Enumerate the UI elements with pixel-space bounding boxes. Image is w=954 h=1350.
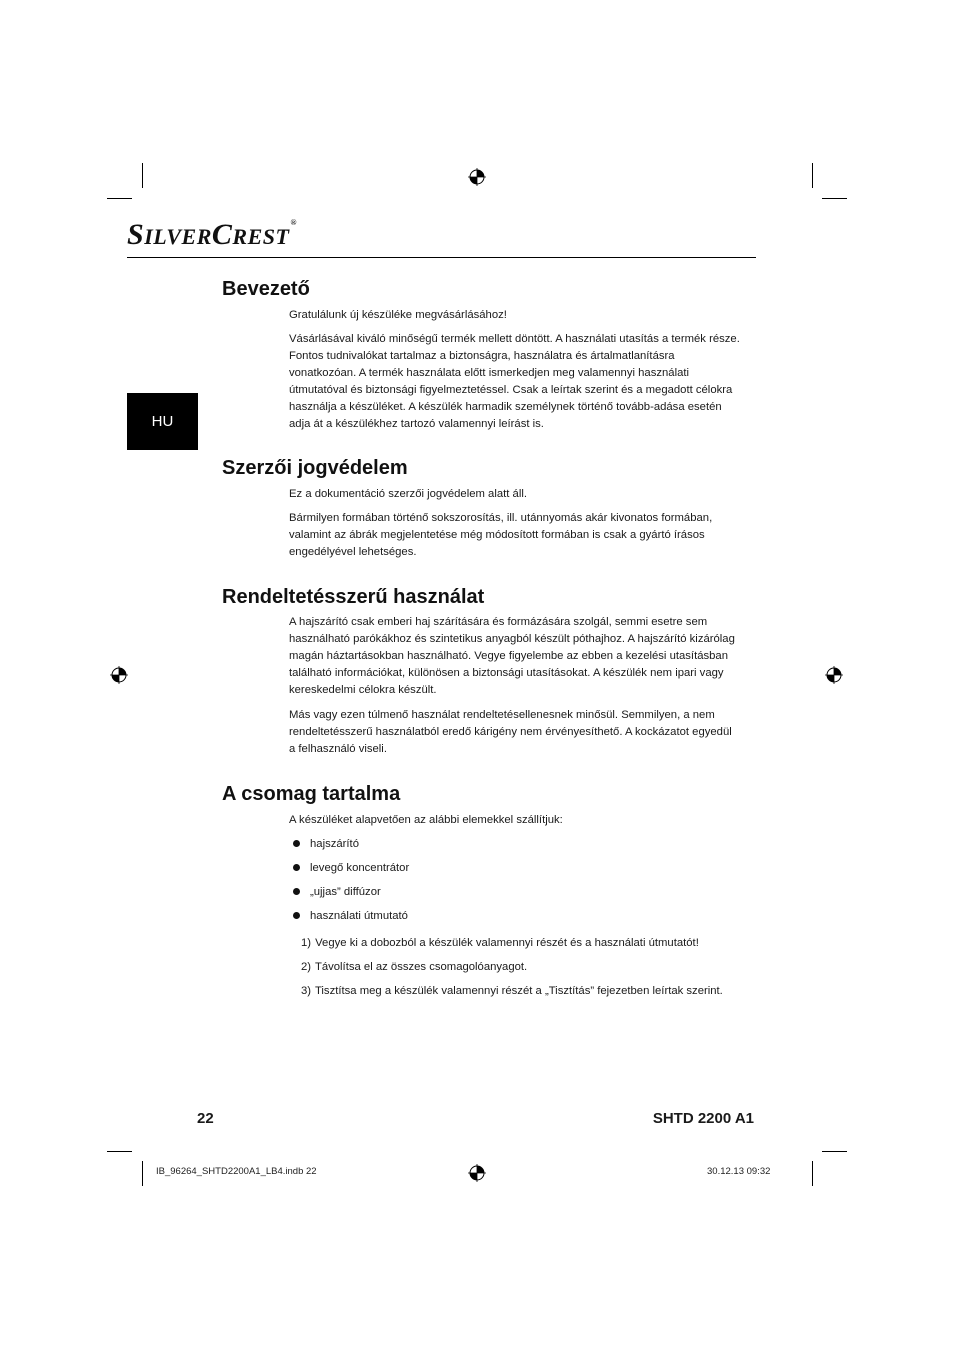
language-tab [127, 393, 198, 450]
crop-mark [142, 163, 143, 188]
page-number: 22 [197, 1110, 214, 1127]
registration-mark-icon [468, 168, 486, 186]
registration-mark-icon [468, 1164, 486, 1182]
copyright-paragraph-1: Ez a dokumentáció szerzői jogvédelem alatt áll. [289, 488, 527, 500]
intro-paragraph-2: Vásárlásával kiváló minőségű termék mellett döntött. A használati utasítás a termék része. Fontos tudnivalókat tartalmaz a biztonságra, használatra és ártalmatlanításra vonatkozóan. A termék használata előtt ismerkedjen meg valamennyi használati útmutatóval és biztonsági figyelmeztetéssel. Csak a leírtak szerint és a megadott célokra használja a készüléket. A készülék harmadik személynek történő tovább-adása esetén adja át a készülékhez tartozó valamennyi leírást is. [289, 333, 740, 430]
bullet-icon [293, 888, 300, 895]
step-item: 2) Távolítsa el az összes csomagolóanyagot. [300, 961, 528, 973]
crop-mark [812, 1161, 813, 1186]
list-item: használati útmutató [289, 908, 408, 925]
step-item: 3) Tisztítsa meg a készülék valamennyi részét a „Tisztítás” fejezetben leírtak szerint. [300, 985, 723, 997]
silvercrest-logo: SILVERCREST® [127, 218, 297, 251]
section-heading-intended-use: Rendeltetésszerű használat [222, 586, 485, 608]
section-heading-copyright: Szerzői jogvédelem [222, 457, 408, 479]
intended-use-paragraph-2: Más vagy ezen túlmenő használat rendeltetésellenesnek minősül. Semmilyen, a nem rendeltetésszerű használatból eredő kárigény nem érvényesíthető. A kockázatot egyedül a felhasználó viseli. [289, 709, 732, 755]
bullet-icon [293, 840, 300, 847]
crop-mark [822, 1151, 847, 1152]
header-rule [127, 257, 756, 258]
list-item: hajszárító [289, 836, 359, 853]
step-item: 1) Vegye ki a dobozból a készülék valamennyi részét és a használati útmutatót! [300, 937, 699, 949]
section-heading-intro: Bevezető [222, 278, 310, 300]
print-slug-file: IB_96264_SHTD2200A1_LB4.indb 22 [156, 1166, 317, 1177]
crop-mark [822, 198, 847, 199]
package-intro: A készüléket alapvetően az alábbi elemekkel szállítjuk: [289, 814, 563, 826]
print-slug-date: 30.12.13 09:32 [707, 1166, 771, 1177]
list-item: levegő koncentrátor [289, 860, 409, 877]
crop-mark [812, 163, 813, 188]
bullet-icon [293, 912, 300, 919]
section-heading-package: A csomag tartalma [222, 783, 401, 805]
registration-mark-icon [110, 666, 128, 684]
registration-mark-icon [825, 666, 843, 684]
bullet-icon [293, 864, 300, 871]
intended-use-paragraph-1: A hajszárító csak emberi haj szárítására és formázására szolgál, semmi esetre sem használható parókákhoz és szintetikus anyagból készült póthajhoz. A hajszárító kizárólag magán háztartásokban használható. Vegye figyelembe az ebben a kezelési utasításban található információkat, különösen a biztonsági utasításokat. A készülék nem ipari vagy kereskedelmi célokra készült. [289, 616, 735, 696]
copyright-paragraph-2: Bármilyen formában történő sokszorosítás, ill. utánnyomás akár kivonatos formában, valamint az ábrák megjelentetése még módosított formában is csak a gyártó írásos engedélyével lehetséges. [289, 512, 713, 558]
crop-mark [142, 1161, 143, 1186]
crop-mark [107, 198, 132, 199]
list-item: „ujjas” diffúzor [289, 884, 381, 901]
crop-mark [107, 1151, 132, 1152]
language-tab-label: HU [151, 413, 174, 430]
intro-paragraph-1: Gratulálunk új készüléke megvásárlásához! [289, 309, 507, 321]
model-number: SHTD 2200 A1 [652, 1110, 754, 1127]
